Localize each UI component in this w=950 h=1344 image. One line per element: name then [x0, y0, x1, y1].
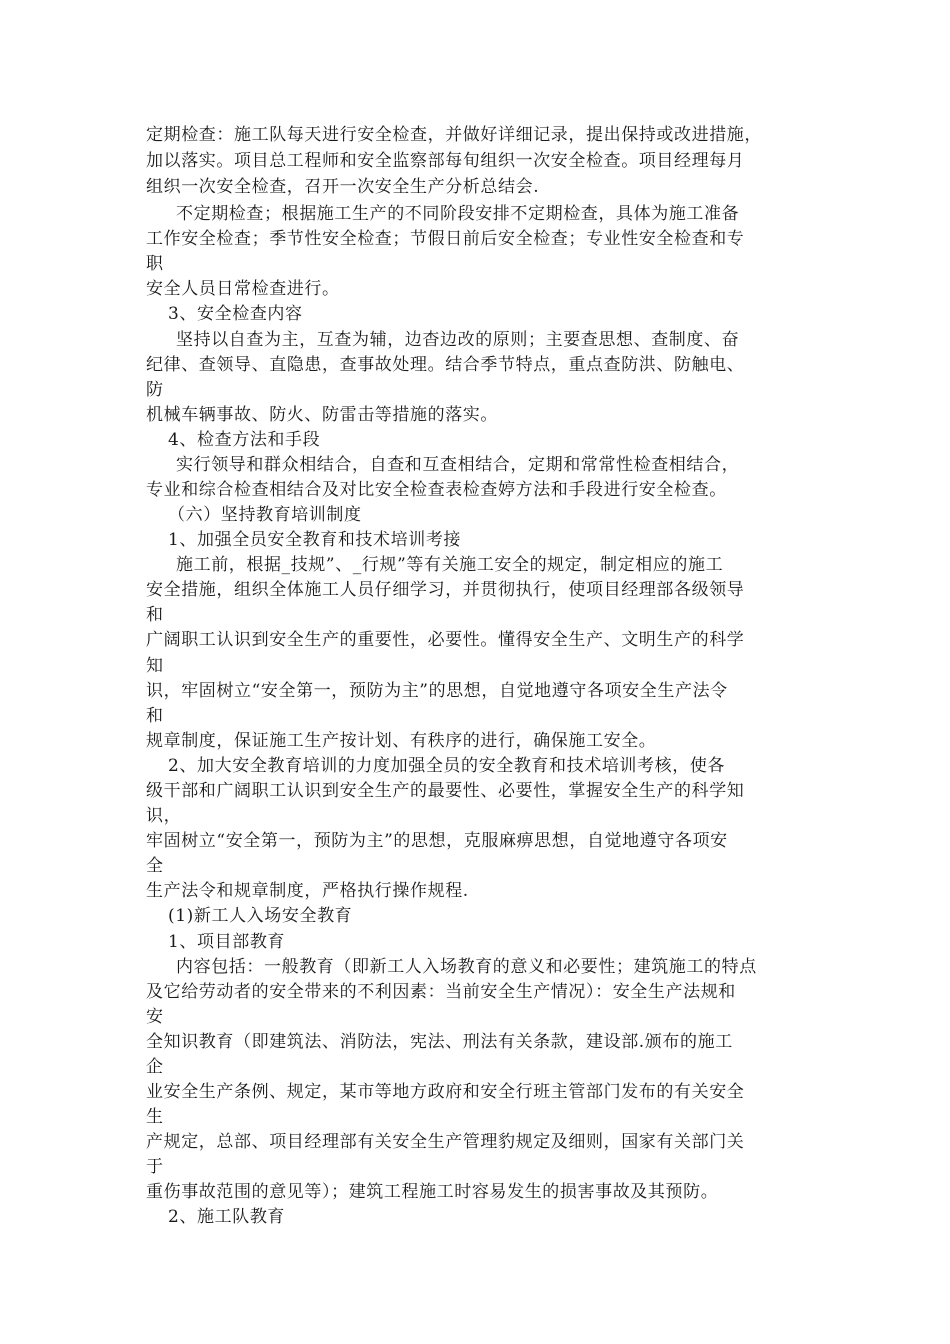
- text-line: 业安全生产条例、规定，某市等地方政府和安全行班主管部门发布的有关安全: [146, 1082, 745, 1102]
- text-line: 实行领导和群众相结合，自查和互查相结合，定期和常常性检查相结合，: [176, 455, 740, 475]
- text-line: 生: [146, 1107, 164, 1127]
- text-line: 全知识教育（即建筑法、消防法，宪法、刑法有关条款，建设部.颁布的施工: [146, 1032, 733, 1052]
- text-line: 组织一次安全检查，召开一次安全生产分析总结会.: [146, 177, 540, 197]
- text-line: 牢固树立“安全第一，预防为主”的思想，克服麻痹思想，自觉地遵守各项安: [146, 831, 728, 851]
- text-line: 职: [146, 254, 164, 274]
- section-heading: （六）坚持教育培训制度: [168, 505, 362, 525]
- section-heading: 4、检查方法和手段: [168, 430, 321, 450]
- text-line: 识，牢固树立“安全第一，预防为主”的思想，自觉地遵守各项安全生产法令: [146, 681, 728, 701]
- text-line: 防: [146, 380, 164, 400]
- text-line: 机械车辆事故、防火、防雷击等措施的落实。: [146, 405, 498, 425]
- text-line: 全: [146, 856, 164, 876]
- text-line: 定期检查：施工队每天进行安全检查，并做好详细记录，提出保持或改进措施，: [146, 125, 762, 145]
- section-heading: 1、加强全员安全教育和技术培训考接: [168, 530, 462, 550]
- section-heading: (1)新工人入场安全教育: [168, 906, 353, 926]
- text-line: 级干部和广阔职工认识到安全生产的最要性、必要性，掌握安全生产的科学知: [146, 781, 745, 801]
- text-line: 施工前，根据_技规”、_行规”等有关施工安全的规定，制定相应的施工: [176, 555, 724, 575]
- section-heading: 3、安全检查内容: [168, 304, 303, 324]
- text-line: 规章制度，保证施工生产按计划、有秩序的进行，确保施工安全。: [146, 731, 657, 751]
- text-line: 企: [146, 1057, 164, 1077]
- text-line: 产规定，总部、项目经理部有关安全生产管理豹规定及细则，国家有关部门关: [146, 1132, 745, 1152]
- text-line: 和: [146, 605, 164, 625]
- text-line: 及它给劳动者的安全带来的不利因素：当前安全生产情况）：安全生产法规和: [146, 982, 736, 1002]
- text-line: 内容包括：一般教育（即新工人入场教育的意义和必要性；建筑施工的特点: [176, 957, 757, 977]
- text-line: 安全措施，组织全体施工人员仔细学习，并贯彻执行，使项目经理部各级领导: [146, 580, 745, 600]
- text-line: 安: [146, 1007, 164, 1027]
- text-line: 工作安全检查；季节性安全检查；节假日前后安全检查；专业性安全检查和专: [146, 229, 745, 249]
- text-line: 重伤事故范围的意见等）；建筑工程施工时容易发生的损害事故及其预防。: [146, 1182, 719, 1202]
- text-line: 2、加大安全教育培训的力度加强全员的安全教育和技术培训考核，使各: [168, 756, 726, 776]
- text-line: 知: [146, 656, 164, 676]
- text-line: 坚持以自查为主，互查为辅，边杳边改的原则；主要查思想、查制度、奋: [176, 330, 740, 350]
- text-line: 不定期检查；根据施工生产的不同阶段安排不定期检查，具体为施工准备: [176, 204, 740, 224]
- text-line: 加以落实。项目总工程师和安全监察部每旬组织一次安全检查。项目经理每月: [146, 151, 745, 171]
- text-line: 识，: [146, 806, 182, 826]
- text-line: 于: [146, 1157, 164, 1177]
- text-line: 和: [146, 706, 164, 726]
- section-heading: 2、施工队教育: [168, 1207, 286, 1227]
- text-line: 专业和综合检查相结合及对比安全检查表检查婷方法和手段进行安全检查。: [146, 480, 727, 500]
- text-line: 安全人员日常检查进行。: [146, 279, 340, 299]
- section-heading: 1、项目部教育: [168, 932, 286, 952]
- text-line: 广阔职工认识到安全生产的重要性，必要性。懂得安全生产、文明生产的科学: [146, 630, 745, 650]
- text-line: 生产法令和规章制度，严格执行操作规程.: [146, 881, 469, 901]
- text-line: 纪律、查领导、直隐患，查事故处理。结合季节特点，重点查防洪、防触电、: [146, 355, 745, 375]
